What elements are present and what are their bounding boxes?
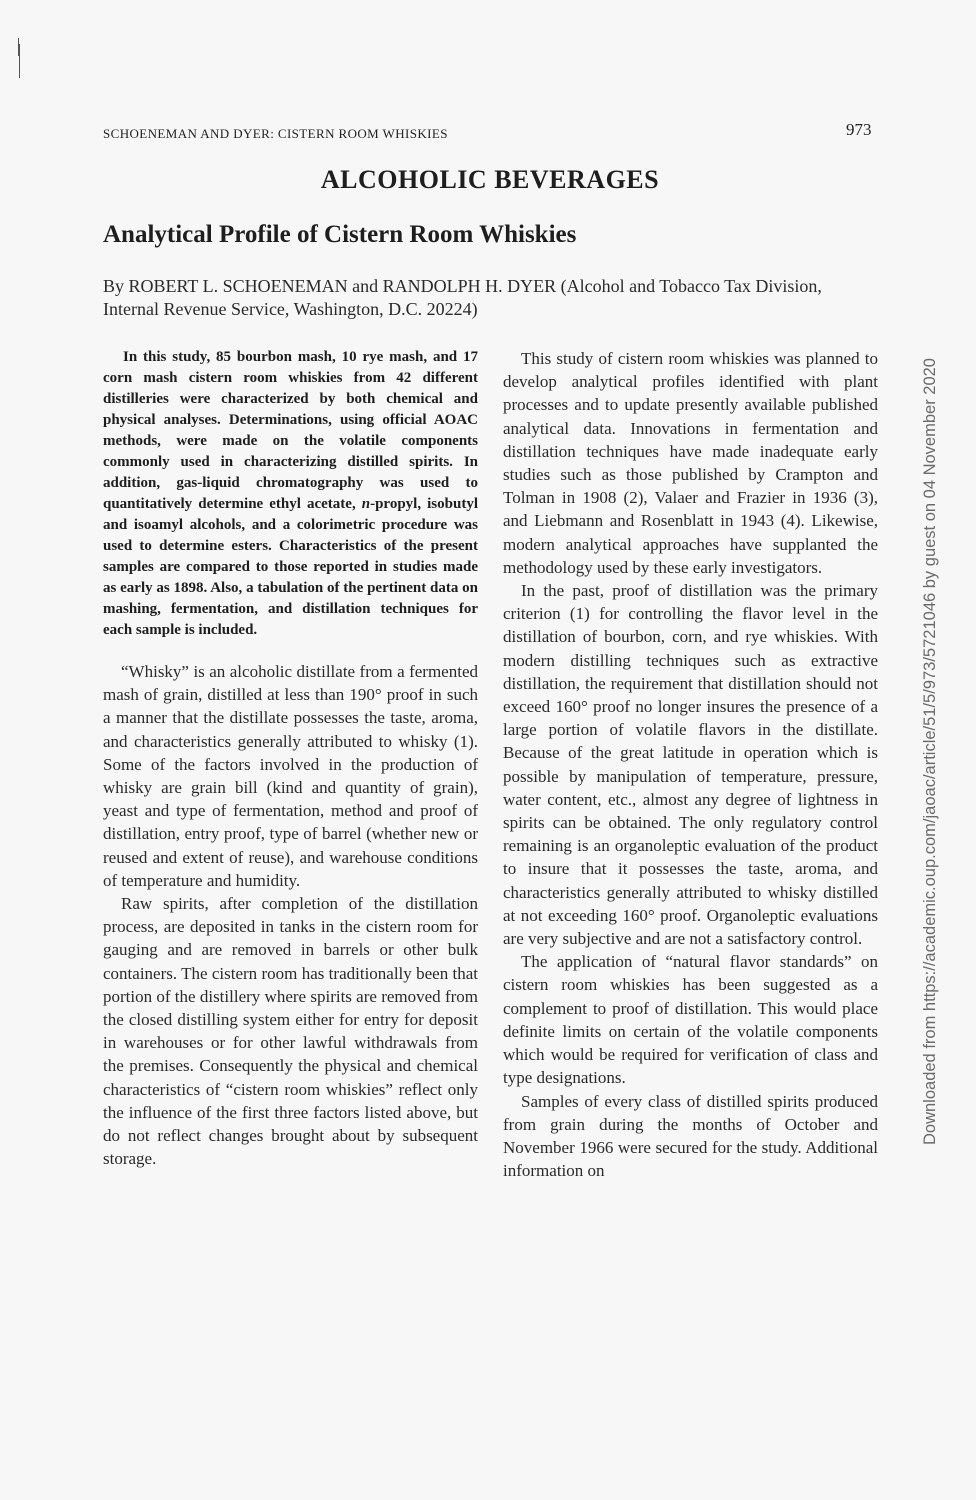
left-column — [103, 347, 478, 1170]
body-paragraph: In the past, proof of distillation was the primary criterion (1) for controlling the flavor level in the distillation of bourbon, corn, and rye whiskies. With modern distilling techniques such as extractive distillation, the requirement that distillation should not exceed 160° proof no longer insures the presence of a large portion of volatile flavors in the distillate. Because of the great latitude in operation which is possible by manipulation of temperature, pressure, water content, etc., almost any degree of lightness in spirits can be obtained. The only regulatory control remaining is an organoleptic evaluation of the product to insure that it possesses the taste, aroma, and characteristics generally attributed to whisky distilled at not exceeding 160° proof. Organoleptic evaluations are very subjective and are not a satisfactory control. — [503, 581, 878, 949]
byline: By ROBERT L. SCHOENEMAN and RANDOLPH H. DYER (Alcohol and Tobacco Tax Division, Internal Revenue Service, Washington, D.C. 20224) — [103, 276, 822, 319]
abstract-part-1: In this study, 85 bourbon mash, 10 rye mash, and 17 corn mash cistern room whiskies from 42 different distilleries were characterized by both chemical and physical analyses. Determinations, using official AOAC methods, were made on the volatile components commonly used in characterizing distilled spirits. In addition, gas-liquid chromatography was used to quantitatively determine ethyl acetate, — [103, 349, 478, 512]
right-column — [503, 347, 878, 1182]
body-paragraph: The application of “natural flavor standards” on cistern room whiskies has been suggested as a complement to proof of distillation. This would place definite limits on certain of the volatile components which would be required for verification of class and type designations. — [503, 952, 878, 1088]
section-title — [0, 165, 976, 195]
abstract-italic: n — [361, 496, 371, 512]
body-paragraph: “Whisky” is an alcoholic distillate from a fermented mash of grain, distilled at less than 190° proof in such a manner that the distillate possesses the taste, aroma, and characteristics generally attributed to whisky (1). Some of the factors involved in the production of whisky are grain bill (kind and quantity of grain), yeast and type of fermentation, method and proof of distillation, entry proof, type of barrel (whether new or reused and extent of reuse), and warehouse conditions of temperature and humidity. — [103, 662, 478, 890]
running-head: SCHOENEMAN AND DYER: CISTERN ROOM WHISKIES — [103, 126, 448, 141]
scan-mark — [19, 44, 20, 78]
section-title-text: ALCOHOLIC BEVERAGES — [320, 165, 660, 194]
download-watermark: Downloaded from https://academic.oup.com/jaoac/article/51/5/973/5721046 by guest on 04 November 2020 — [921, 358, 939, 1145]
body-paragraph: This study of cistern room whiskies was planned to develop analytical profiles identified with plant processes and to update presently available published analytical data. Innovations in fermentation and distillation techniques have made inadequate early studies such as those published by Crampton and Tolman in 1908 (2), Valaer and Frazier in 1936 (3), and Liebmann and Rosenblatt in 1943 (4). Likewise, modern analytical approaches have supplanted the methodology used by these early investigators. — [503, 349, 878, 577]
page-number: 973 — [846, 120, 872, 139]
abstract-part-2: -propyl, isobutyl and isoamyl alcohols, and a colorimetric procedure was used to determine esters. Characteristics of the present samples are compared to those reported in studies made as early as 1898. Also, a tabulation of the pertinent data on mashing, fermentation, and distillation techniques for each sample is included. — [103, 496, 478, 638]
body-paragraph: Raw spirits, after completion of the distillation process, are deposited in tanks in the cistern room for gauging and are removed in barrels or other bulk containers. The cistern room has traditionally been that portion of the distillery where spirits are removed from the closed distilling system either for entry for deposit in warehouses or for other lawful withdrawals from the premises. Consequently the physical and chemical characteristics of “cistern room whiskies” reflect only the influence of the first three factors listed above, but do not reflect changes brought about by subsequent storage. — [103, 894, 478, 1169]
article-title: Analytical Profile of Cistern Room Whiskies — [103, 221, 577, 248]
body-paragraph: Samples of every class of distilled spirits produced from grain during the months of October and November 1966 were secured for the study. Additional information on — [503, 1091, 878, 1181]
abstract — [103, 347, 478, 641]
